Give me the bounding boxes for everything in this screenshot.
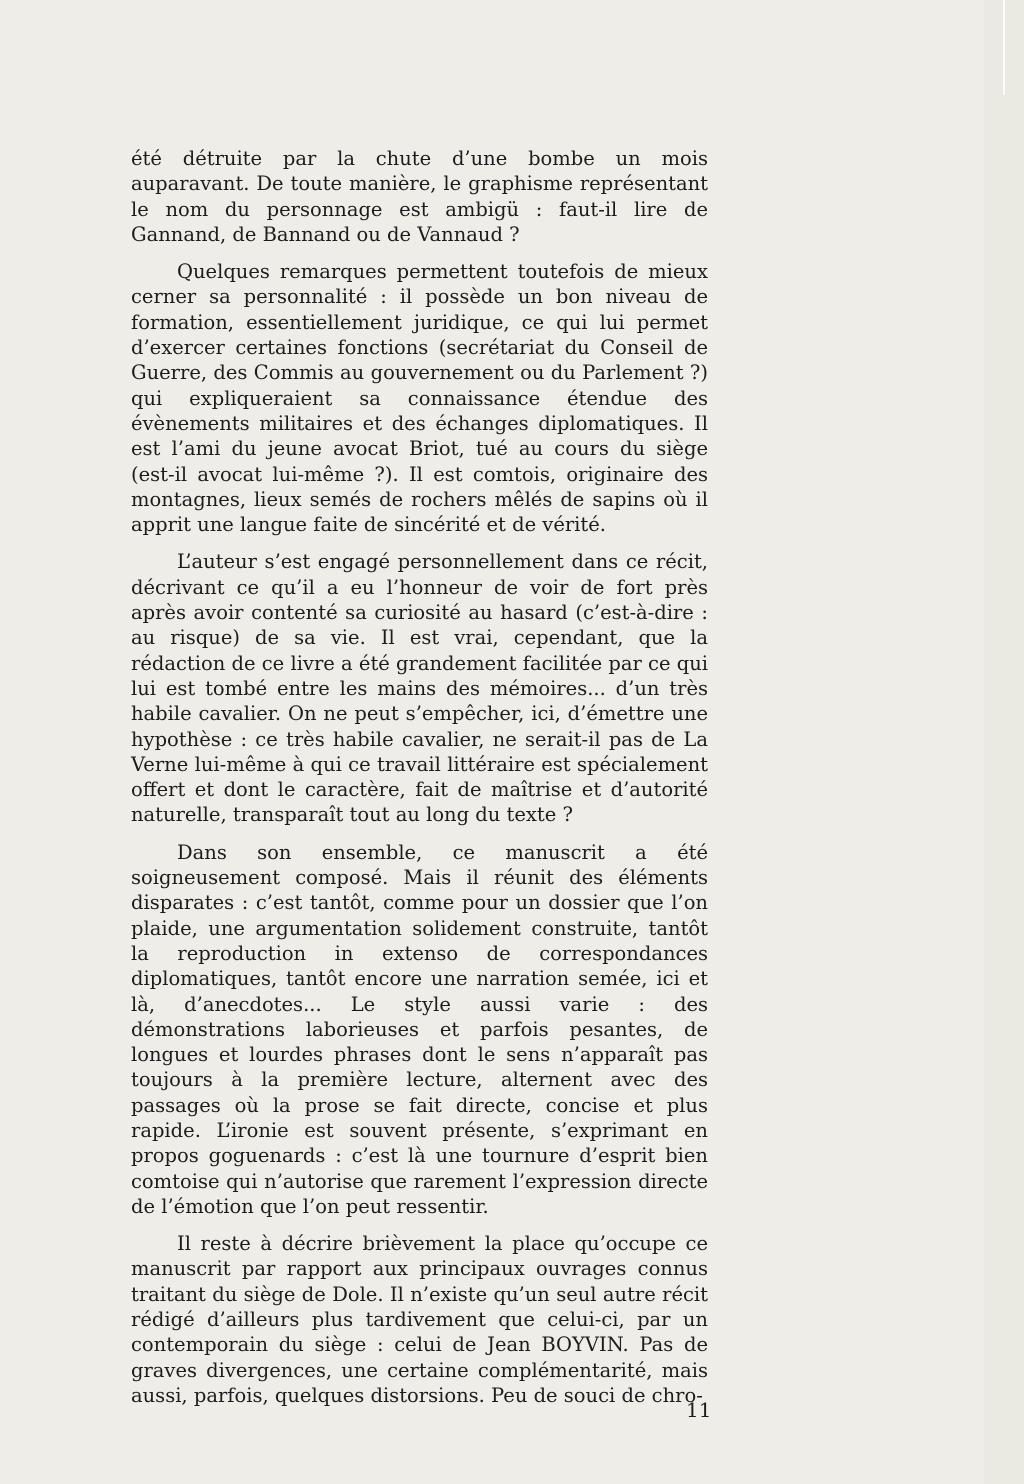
paragraph-5: Il reste à décrire brièvement la place qu’occupe ce manuscrit par rapport aux principaux ouvrages connus traitant du siège de Dole. Il n’existe qu’un seul autre récit rédigé d’ailleurs plus tardivement que celui-ci, par un contemporain du siège : celui de Jean BOYVIN. Pas de graves divergences, une certaine complémentarité, mais aussi, parfois, quelques distorsions. Peu de souci de chro-: [131, 1232, 708, 1407]
page-number: 11: [686, 1398, 712, 1422]
paragraph-4: Dans son ensemble, ce manuscrit a été soigneusement composé. Mais il réunit des éléments disparates : c’est tantôt, comme pour un dossier que l’on plaide, une argumentation solidement construite, tantôt la reproduction in extenso de correspondances diplomatiques, tantôt encore une narration semée, ici et là, d’anecdotes... Le style aussi varie : des démonstrations laborieuses et parfois pesantes, de longues et lourdes phrases dont le sens n’apparaît pas toujours à la première lecture, alternent avec des passages où la prose se fait directe, concise et plus rapide. L’ironie est souvent présente, s’exprimant en propos goguenards : c’est là une tournure d’esprit bien comtoise qui n’autorise que rarement l’expression directe de l’émotion que l’on peut ressentir.: [131, 840, 708, 1218]
paragraph-2: Quelques remarques permettent toutefois de mieux cerner sa personnalité : il possède un bon niveau de formation, essentiellement juridique, ce qui lui permet d’exercer certaines fonctions (secrétariat du Conseil de Guerre, des Commis au gouvernement ou du Parlement ?) qui expliqueraient sa connaissance étendue des évènements militaires et des échanges diplomatiques. Il est l’ami du jeune avocat Briot, tué au cours du siège (est-il avocat lui-même ?). Il est comtois, originaire des montagnes, lieux semés de rochers mêlés de sapins où il apprit une langue faite de sincérité et de vérité.: [131, 260, 708, 537]
paragraph-1: été détruite par la chute d’une bombe un mois auparavant. De toute manière, le graphisme représentant le nom du personnage est ambigü : faut-il lire de Gannand, de Bannand ou de Vannaud ?: [131, 147, 708, 246]
body-text: [131, 146, 708, 1420]
paragraph-3: L’auteur s’est engagé personnellement dans ce récit, décrivant ce qu’il a eu l’honneur de voir de fort près après avoir contenté sa curiosité au hasard (c’est-à-dire : au risque) de sa vie. Il est vrai, cependant, que la rédaction de ce livre a été grandement facilitée par ce qui lui est tombé entre les mains des mémoires... d’un très habile cavalier. On ne peut s’empêcher, ici, d’émettre une hypothèse : ce très habile cavalier, ne serait-il pas de La Verne lui-même à qui ce travail littéraire est spécialement offert et dont le caractère, fait de maîtrise et d’autorité naturelle, transparaît tout au long du texte ?: [131, 550, 708, 827]
page-edge: [984, 0, 1024, 1484]
